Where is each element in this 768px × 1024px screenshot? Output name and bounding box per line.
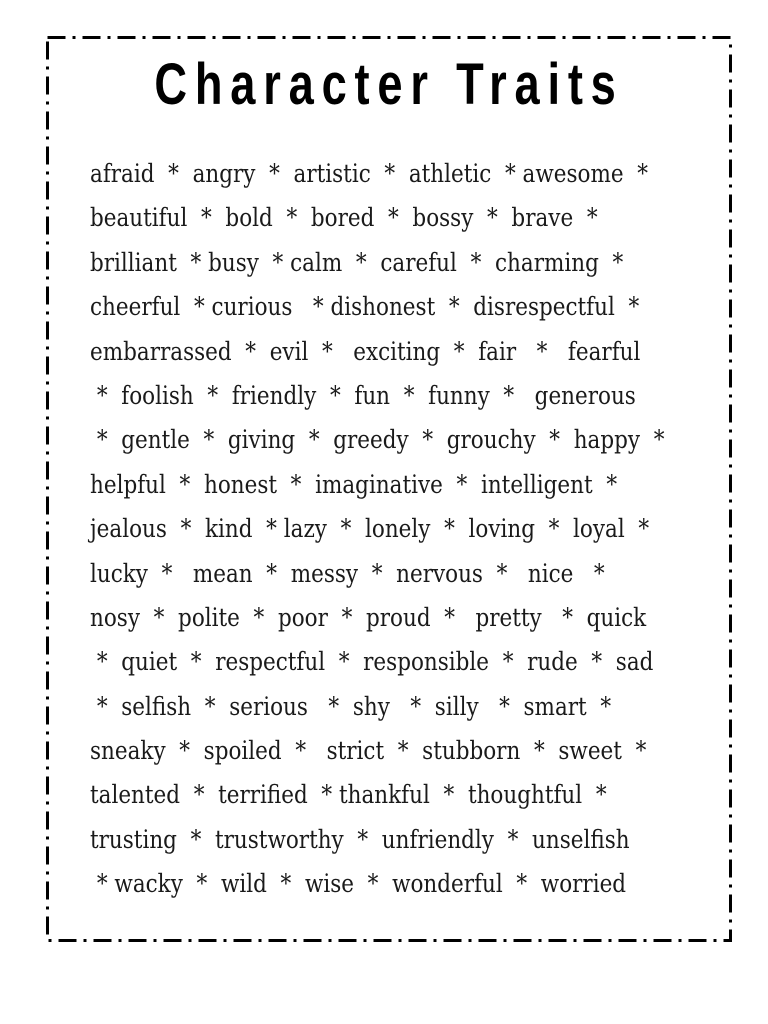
- traits-line: * wacky * wild * wise * wonderful * worried: [90, 869, 627, 899]
- page-title: Character Traits: [154, 52, 624, 117]
- traits-line: helpful * honest * imaginative * intelligent *: [90, 469, 618, 499]
- traits-line: cheerful * curious * dishonest * disrespectful *: [90, 292, 640, 322]
- traits-line: brilliant * busy * calm * careful * charming *: [90, 247, 624, 277]
- traits-line: trusting * trustworthy * unfriendly * unselfish: [90, 824, 630, 854]
- traits-line: jealous * kind * lazy * lonely * loving * loyal *: [90, 514, 650, 544]
- traits-line: * gentle * giving * greedy * grouchy * happy *: [90, 425, 665, 455]
- traits-line: embarrassed * evil * exciting * fair * fearful: [90, 336, 641, 366]
- traits-line: nosy * polite * poor * proud * pretty * quick: [90, 602, 647, 632]
- traits-line: * foolish * friendly * fun * funny * generous: [90, 380, 636, 410]
- traits-line: * selfish * serious * shy * silly * smart *: [90, 691, 612, 721]
- traits-line: beautiful * bold * bored * bossy * brave *: [90, 203, 598, 233]
- traits-line: lucky * mean * messy * nervous * nice *: [90, 558, 605, 588]
- traits-line: afraid * angry * artistic * athletic * awesome *: [90, 159, 648, 188]
- traits-line: talented * terrified * thankful * thoughtful *: [90, 780, 607, 810]
- traits-word-list: [90, 152, 712, 907]
- traits-line: sneaky * spoiled * strict * stubborn * sweet *: [90, 736, 647, 766]
- traits-line: * quiet * respectful * responsible * rude * sad: [90, 647, 654, 677]
